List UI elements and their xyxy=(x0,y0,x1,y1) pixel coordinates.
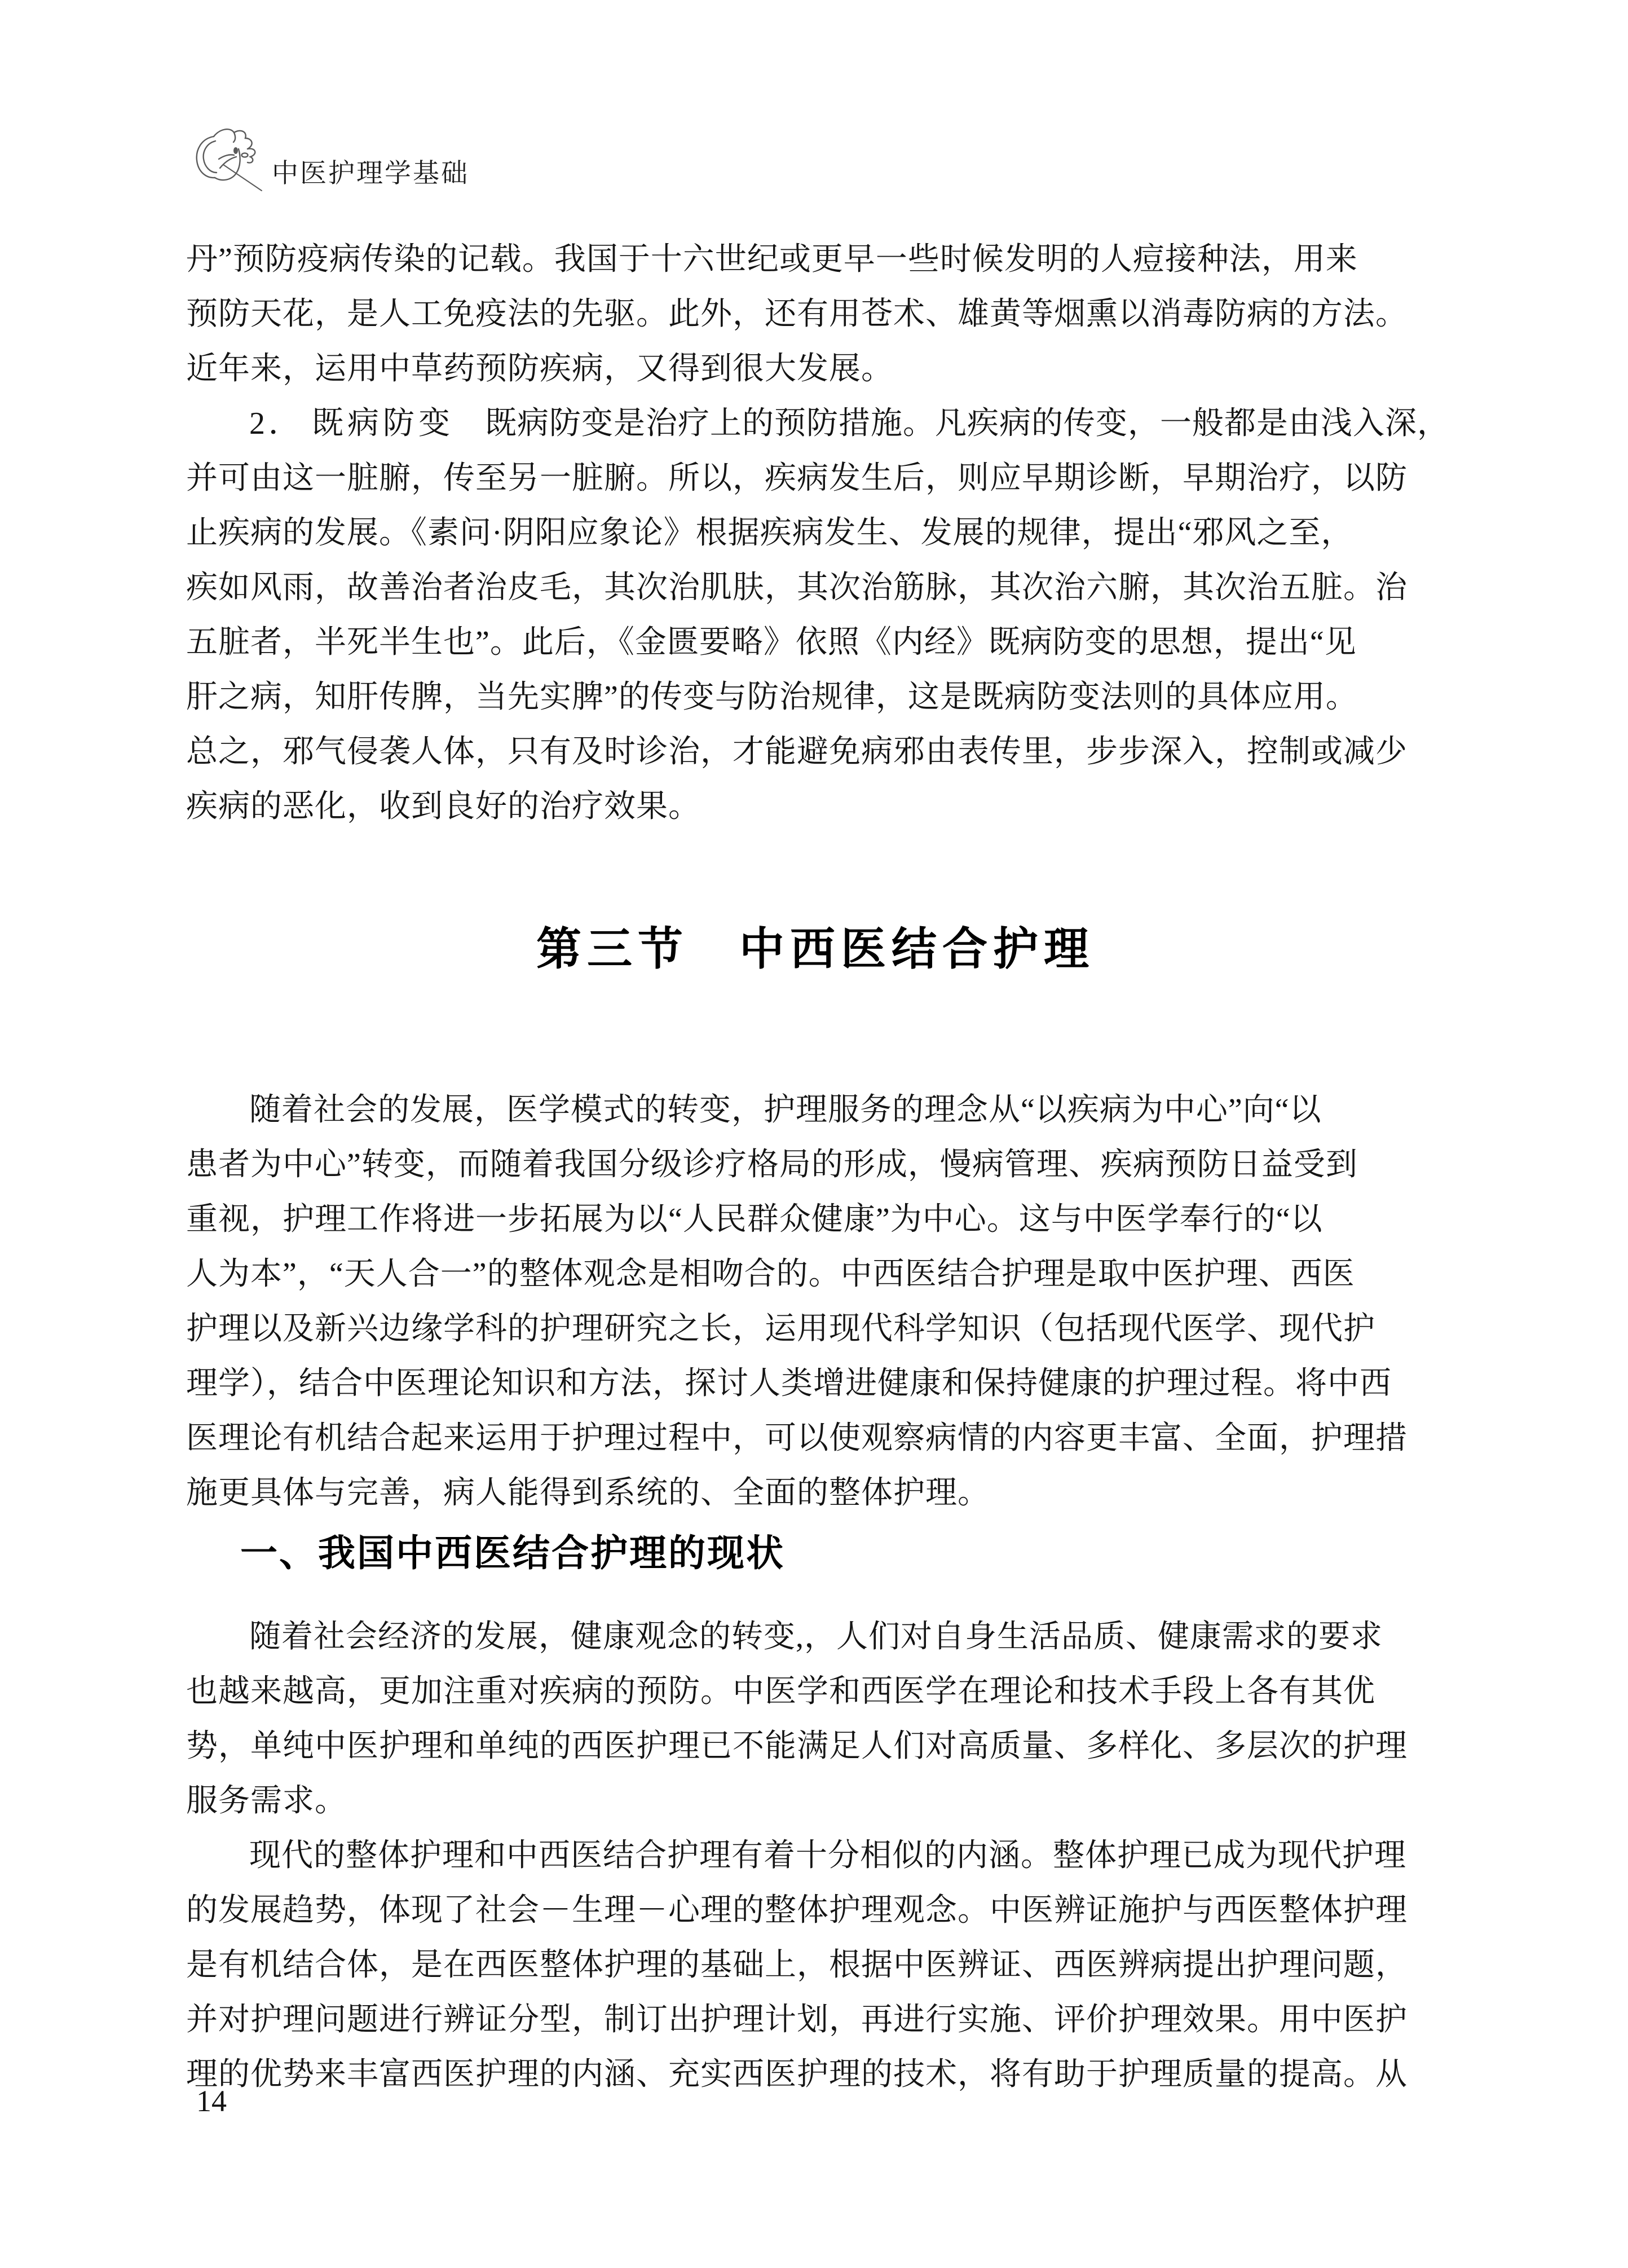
text-line: 近年来，运用中草药预防疾病，又得到很大发展。 xyxy=(186,351,893,386)
text-line: 患者为中心”转变，而随着我国分级诊疗格局的形成，慢病管理、疾病预防日益受到 xyxy=(186,1147,1358,1182)
text-line: 五脏者，半死半生也”。此后，《金匮要略》依照《内经》既病防变的思想，提出“见 xyxy=(186,625,1357,660)
section-heading: 第三节 中西医结合护理 xyxy=(536,924,1095,974)
text-line: 的发展趋势，体现了社会－生理－心理的整体护理观念。中医辨证施护与西医整体护理 xyxy=(186,1893,1408,1928)
text-line: 施更具体与完善，病人能得到系统的、全面的整体护理。 xyxy=(186,1476,990,1510)
text-line: 现代的整体护理和中西医结合护理有着十分相似的内涵。整体护理已成为现代护理 xyxy=(249,1838,1406,1873)
paragraph-carryover xyxy=(186,232,1445,397)
paragraph-b xyxy=(186,1829,1445,2102)
paragraph-section-intro xyxy=(186,1083,1445,1521)
text-line: 丹”预防疫病传染的记载。我国于十六世纪或更早一些时候发明的人痘接种法，用来 xyxy=(186,242,1358,277)
text-line: 重视，护理工作将进一步拓展为以“人民群众健康”为中心。这与中医学奉行的“以 xyxy=(186,1202,1323,1237)
text-line: 人为本”，“天人合一”的整体观念是相吻合的。中西医结合护理是取中医护理、西医 xyxy=(186,1257,1355,1292)
hand-acupuncture-needle-icon xyxy=(188,123,263,192)
text-line: 疾如风雨，故善治者治皮毛，其次治肌肤，其次治筋脉，其次治六腑，其次治五脏。治 xyxy=(186,570,1408,605)
text-line: 并对护理问题进行辨证分型，制订出护理计划，再进行实施、评价护理效果。用中医护 xyxy=(186,2002,1408,2037)
text-line: 势，单纯中医护理和单纯的西医护理已不能满足人们对高质量、多样化、多层次的护理 xyxy=(186,1729,1408,1764)
text-line: 止疾病的发展。《素问·阴阳应象论》根据疾病发生、发展的规律，提出“邪风之至， xyxy=(186,516,1353,551)
text-line xyxy=(186,397,1449,451)
page-body xyxy=(186,232,1449,2102)
paragraph-item2 xyxy=(186,397,1449,834)
text-line: 总之，邪气侵袭人体，只有及时诊治，才能避免病邪由表传里，步步深入，控制或减少 xyxy=(186,734,1408,769)
text-line: 疾病的恶化，收到良好的治疗效果。 xyxy=(186,789,700,824)
book-title: 中医护理学基础 xyxy=(272,159,469,188)
text-line: 护理以及新兴边缘学科的护理研究之长，运用现代科学知识（包括现代医学、现代护 xyxy=(186,1311,1375,1346)
text-line: 理的优势来丰富西医护理的内涵、充实西医护理的技术，将有助于护理质量的提高。从 xyxy=(186,2057,1408,2092)
text-line: 预防天花，是人工免疫法的先驱。此外，还有用苍术、雄黄等烟熏以消毒防病的方法。 xyxy=(186,297,1408,332)
item-term: 既病防变 xyxy=(312,406,454,441)
text-line: 也越来越高，更加注重对疾病的预防。中医学和西医学在理论和技术手段上各有其优 xyxy=(186,1674,1375,1709)
text-line: 随着社会的发展，医学模式的转变，护理服务的理念从“以疾病为中心”向“以 xyxy=(249,1093,1322,1128)
text-line: 是有机结合体，是在西医整体护理的基础上，根据中医辨证、西医辨病提出护理问题， xyxy=(186,1948,1408,1983)
paragraph-a xyxy=(186,1610,1445,1829)
text-line: 医理论有机结合起来运用于护理过程中，可以使观察病情的内容更丰富、全面，护理措 xyxy=(186,1421,1408,1456)
item-first-line-text: 既病防变是治疗上的预防措施。凡疾病的传变，一般都是由浅入深， xyxy=(485,406,1449,441)
subsection-heading: 一、我国中西医结合护理的现状 xyxy=(240,1532,785,1574)
page-header xyxy=(188,123,469,192)
text-line: 理学），结合中医理论知识和方法，探讨人类增进健康和保持健康的护理过程。将中西 xyxy=(186,1366,1392,1401)
text-line: 并可由这一脏腑，传至另一脏腑。所以，疾病发生后，则应早期诊断，早期治疗，以防 xyxy=(186,461,1408,496)
page-number: 14 xyxy=(196,2084,227,2118)
text-line: 肝之病，知肝传脾，当先实脾”的传变与防治规律，这是既病防变法则的具体应用。 xyxy=(186,680,1358,715)
item-number: 2． xyxy=(249,406,303,441)
text-line: 随着社会经济的发展，健康观念的转变,，人们对自身生活品质、健康需求的要求 xyxy=(249,1619,1383,1654)
text-line: 服务需求。 xyxy=(186,1783,347,1818)
